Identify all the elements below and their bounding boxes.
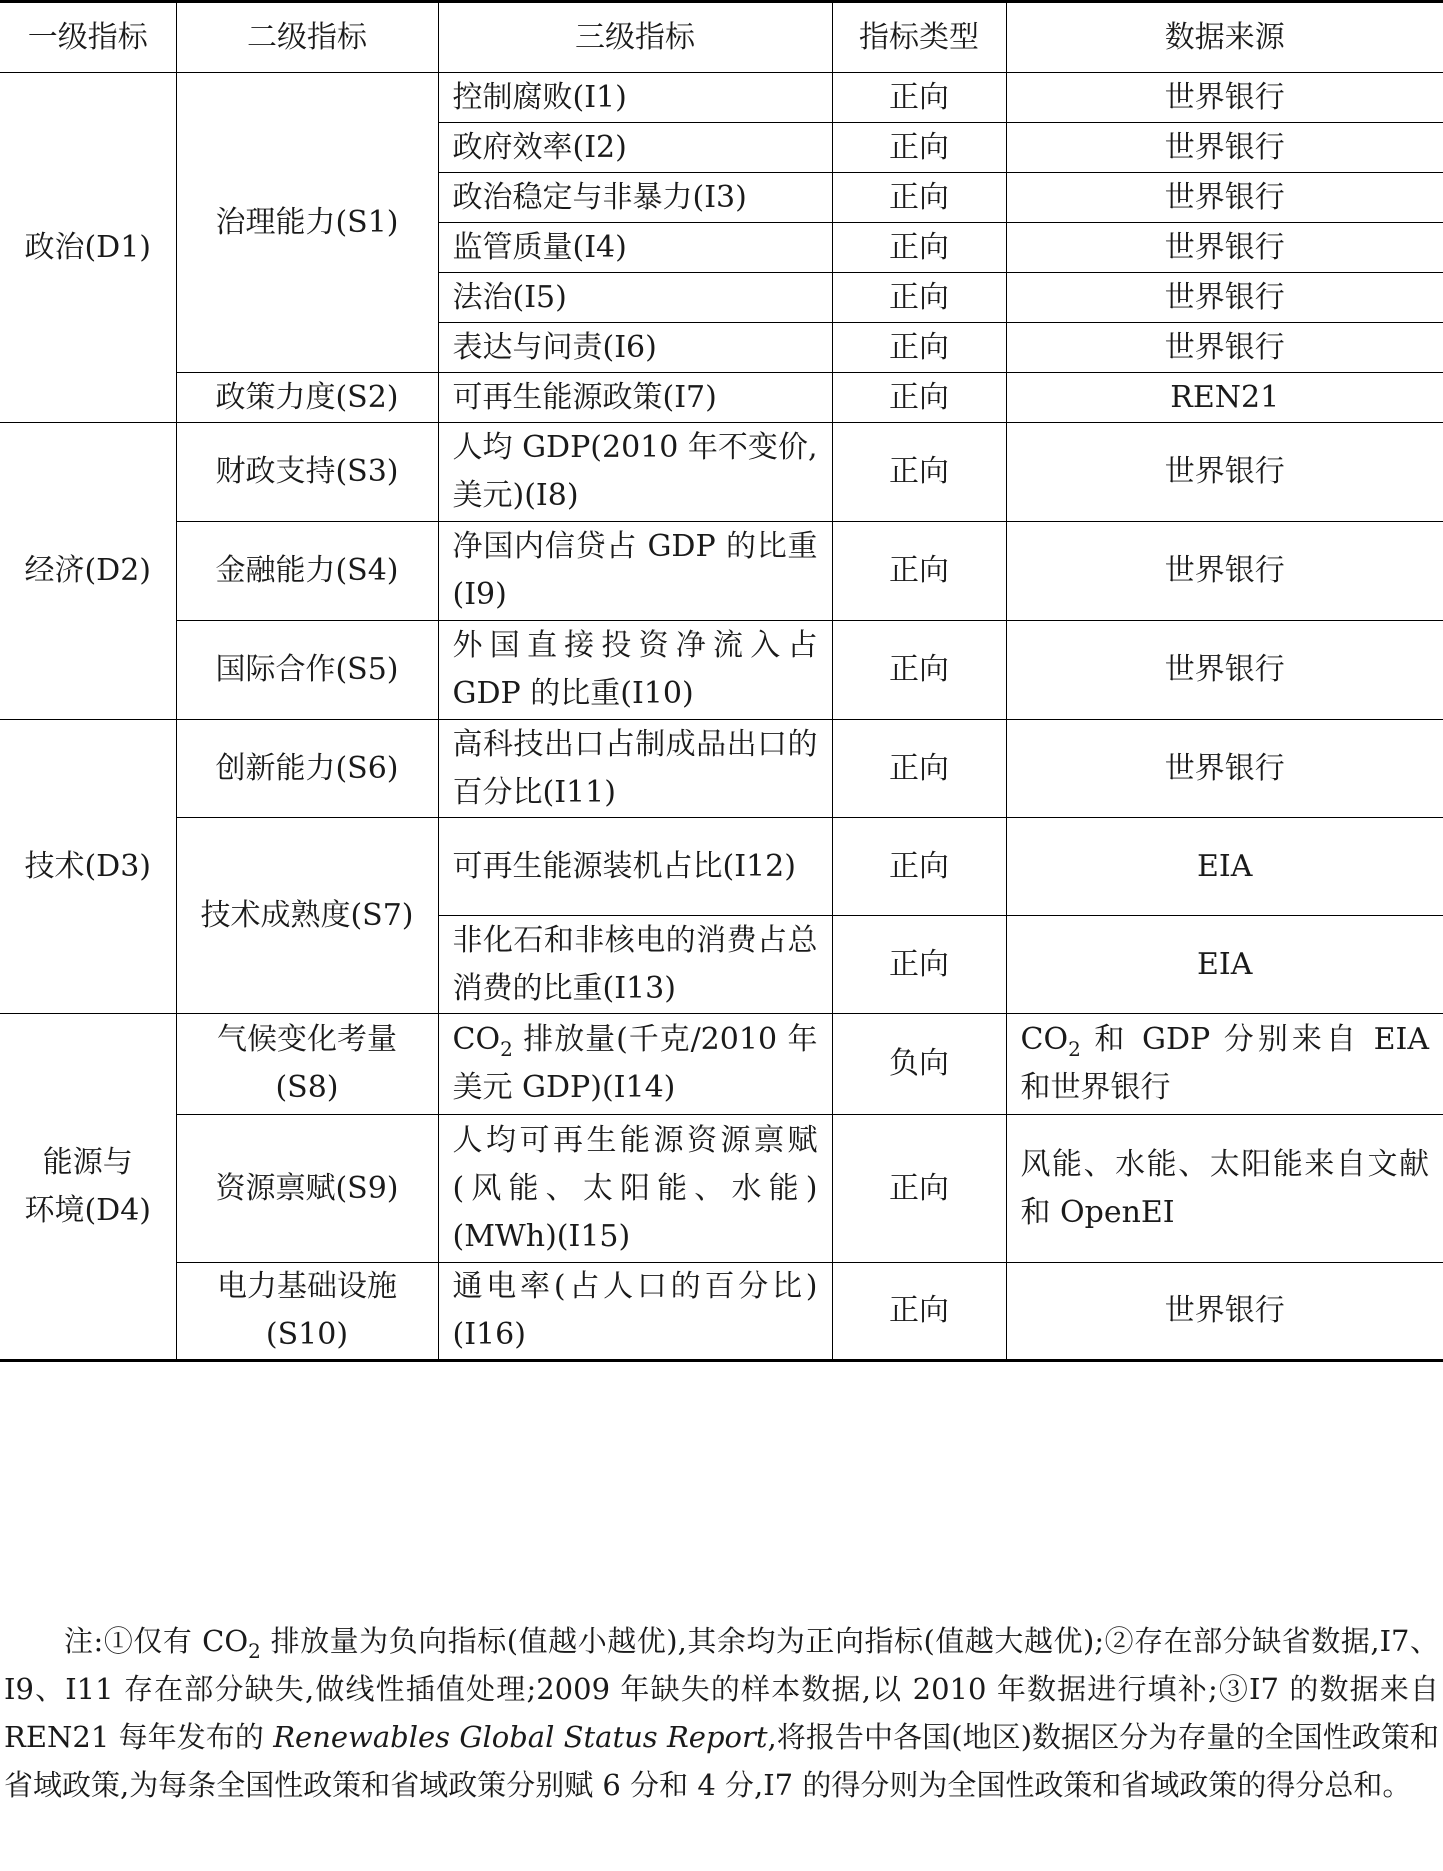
indicator-cell: 非化石和非核电的消费占总消费的比重(I13) <box>438 916 832 1014</box>
co2-text: CO <box>452 1022 501 1057</box>
subscript: 2 <box>1068 1037 1081 1061</box>
source-cell: 世界银行 <box>1006 123 1443 173</box>
source-cell: EIA <box>1006 916 1443 1014</box>
type-cell: 正向 <box>832 73 1006 123</box>
secondary-cell-s10 <box>176 1263 438 1361</box>
source-cell: REN21 <box>1006 373 1443 423</box>
type-cell: 正向 <box>832 273 1006 323</box>
type-cell: 正向 <box>832 373 1006 423</box>
type-cell: 正向 <box>832 423 1006 522</box>
secondary-label-line1: 气候变化考量 <box>217 1022 397 1057</box>
type-cell: 正向 <box>832 818 1006 916</box>
source-cell: 世界银行 <box>1006 1263 1443 1361</box>
type-cell: 正向 <box>832 173 1006 223</box>
indicator-cell: 可再生能源装机占比(I12) <box>438 818 832 916</box>
note-text: 注:①仅有 CO <box>64 1624 249 1658</box>
table-row <box>0 73 1443 123</box>
note-text: 排放量为负向指标(值越小越优),其余均为正向指标(值越大越优);②存在部分缺省数据,I7、I9、I11 存在部分缺失,做线性插值处理;2009 年缺失的样本数据,以 2010 年数据进行填补;③I7 的数据来自 REN21 每年发布的 <box>4 1624 1439 1754</box>
table-row <box>0 522 1443 621</box>
indicator-cell: 净国内信贷占 GDP 的比重(I9) <box>438 522 832 621</box>
source-text: 和 GDP 分别来自 EIA 和世界银行 <box>1020 1022 1429 1105</box>
source-cell: 世界银行 <box>1006 621 1443 720</box>
source-cell: EIA <box>1006 818 1443 916</box>
indicator-cell <box>438 1014 832 1115</box>
indicator-cell: 监管质量(I4) <box>438 223 832 273</box>
group-cell-d4 <box>0 1014 176 1361</box>
source-cell: 世界银行 <box>1006 720 1443 818</box>
source-cell: 世界银行 <box>1006 73 1443 123</box>
secondary-label-line2: (S8) <box>275 1070 339 1105</box>
subscript: 2 <box>500 1037 513 1061</box>
indicator-text: 排放量(千克/2010 年美元 GDP)(I14) <box>452 1022 818 1105</box>
table-row <box>0 818 1443 916</box>
secondary-cell-s1: 治理能力(S1) <box>176 73 438 373</box>
co2-text: CO <box>1020 1022 1069 1057</box>
type-cell: 正向 <box>832 223 1006 273</box>
indicator-cell: 高科技出口占制成品出口的百分比(I11) <box>438 720 832 818</box>
indicator-cell: 可再生能源政策(I7) <box>438 373 832 423</box>
secondary-cell-s7: 技术成熟度(S7) <box>176 818 438 1014</box>
type-cell: 正向 <box>832 522 1006 621</box>
table-row <box>0 1014 1443 1115</box>
secondary-cell-s5: 国际合作(S5) <box>176 621 438 720</box>
report-title: Renewables Global Status Report <box>273 1720 768 1754</box>
indicator-cell: 政治稳定与非暴力(I3) <box>438 173 832 223</box>
type-cell: 负向 <box>832 1014 1006 1115</box>
table-row <box>0 373 1443 423</box>
header-type: 指标类型 <box>832 2 1006 73</box>
source-cell: 世界银行 <box>1006 173 1443 223</box>
secondary-cell-s3: 财政支持(S3) <box>176 423 438 522</box>
group-label-line1: 能源与 <box>42 1144 133 1180</box>
source-cell: 世界银行 <box>1006 273 1443 323</box>
type-cell: 正向 <box>832 916 1006 1014</box>
secondary-label-line2: (S10) <box>265 1317 349 1352</box>
secondary-label-line1: 电力基础设施 <box>217 1269 397 1304</box>
header-level2: 二级指标 <box>176 2 438 73</box>
source-cell <box>1006 1014 1443 1115</box>
indicator-cell: 政府效率(I2) <box>438 123 832 173</box>
indicator-cell: 外国直接投资净流入占 GDP 的比重(I10) <box>438 621 832 720</box>
indicator-cell: 表达与问责(I6) <box>438 323 832 373</box>
indicator-cell: 控制腐败(I1) <box>438 73 832 123</box>
source-cell: 风能、水能、太阳能来自文献和 OpenEI <box>1006 1115 1443 1263</box>
type-cell: 正向 <box>832 323 1006 373</box>
type-cell: 正向 <box>832 123 1006 173</box>
secondary-cell-s2: 政策力度(S2) <box>176 373 438 423</box>
group-cell-d2: 经济(D2) <box>0 423 176 720</box>
header-level1: 一级指标 <box>0 2 176 73</box>
subscript: 2 <box>248 1638 261 1663</box>
secondary-cell-s8 <box>176 1014 438 1115</box>
type-cell: 正向 <box>832 720 1006 818</box>
group-cell-d3: 技术(D3) <box>0 720 176 1014</box>
source-cell: 世界银行 <box>1006 223 1443 273</box>
source-cell: 世界银行 <box>1006 522 1443 621</box>
type-cell: 正向 <box>832 1115 1006 1263</box>
indicator-cell: 法治(I5) <box>438 273 832 323</box>
table-row <box>0 1115 1443 1263</box>
table-row <box>0 423 1443 522</box>
indicator-cell: 人均 GDP(2010 年不变价,美元)(I8) <box>438 423 832 522</box>
secondary-cell-s4: 金融能力(S4) <box>176 522 438 621</box>
source-cell: 世界银行 <box>1006 323 1443 373</box>
indicator-cell: 通电率(占人口的百分比)(I16) <box>438 1263 832 1361</box>
secondary-cell-s6: 创新能力(S6) <box>176 720 438 818</box>
type-cell: 正向 <box>832 1263 1006 1361</box>
table-note <box>0 1617 1443 1809</box>
table-row <box>0 621 1443 720</box>
table-row <box>0 1263 1443 1361</box>
indicator-cell: 人均可再生能源资源禀赋(风能、太阳能、水能)(MWh)(I15) <box>438 1115 832 1263</box>
table-row <box>0 720 1443 818</box>
type-cell: 正向 <box>832 621 1006 720</box>
source-cell: 世界银行 <box>1006 423 1443 522</box>
group-cell-d1: 政治(D1) <box>0 73 176 423</box>
header-row <box>0 2 1443 73</box>
group-label-line2: 环境(D4) <box>24 1192 152 1228</box>
secondary-cell-s9: 资源禀赋(S9) <box>176 1115 438 1263</box>
header-level3: 三级指标 <box>438 2 832 73</box>
header-source: 数据来源 <box>1006 2 1443 73</box>
note-text: ,将报告中各国(地区)数据区分为存量的全国性政策和省域政策,为每条全国性政策和省域政策分别赋 6 分和 4 分,I7 的得分则为全国性政策和省域政策的得分总和。 <box>4 1720 1440 1802</box>
